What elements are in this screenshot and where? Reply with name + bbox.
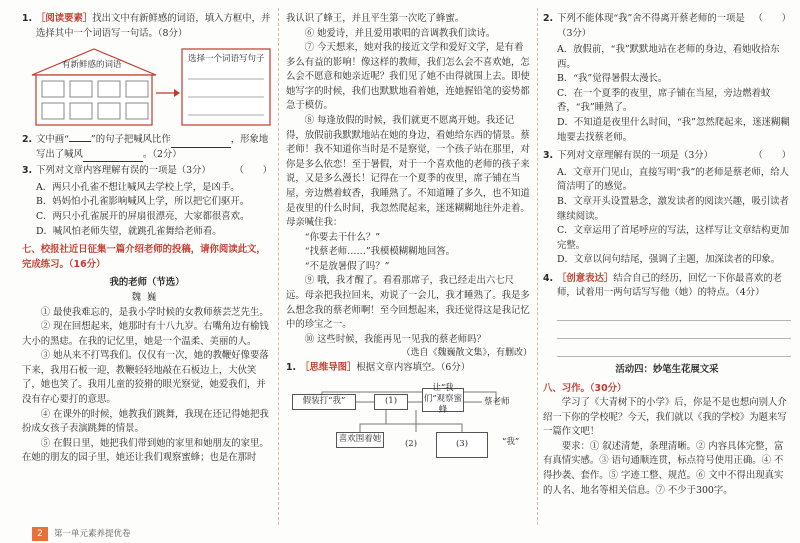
passage-paragraph: ③ 她从来不打骂我们。仅仅有一次，她的教鞭好像要落下来，我用石板一迎，教鞭轻轻地敲在石板边上，大伙笑了，她也笑了。我用儿童的狡猾的眼光察觉，她爱我们，并没有存心要打的意思。 <box>22 350 269 405</box>
passage-paragraph: ⑧ 每逢放假的时候，我们就更不愿离开她。我还记得，放假前我默默地站在她的身边，看她给东西的情景。蔡老师！我不知道你当时是不是察觉，一个孩子站在那里，对你是多么依恋！至于暑假，对于一个喜欢他的老师的孩子来说，又是多么漫长！记得在一个夏季的夜里，席子铺在当屋，旁边燃着蚊香，我睡熟了。不知道睡了多久，也不知道是夜里的什么时间，我忽然爬起来，迷迷糊糊地往外走着。母亲喊住我： <box>286 115 530 229</box>
mind-map-subject: “我” <box>502 436 520 447</box>
writing-requirements: 要求：① 叙述清楚，条理清晰。② 内容具体完整，富有真情实感。③ 语句通顺连贯，标点符号使用正确。④ 不得抄袭、套作。⑤ 字迹工整、规范。⑥ 文中不得出现真实的人名、地名等相关信息。⑦ 不少于300字。 <box>543 440 784 496</box>
passage-paragraph: ④ 在课外的时候，她教我们跳舞，我现在还记得她把我扮成女孩子表演跳舞的情景。 <box>22 408 269 435</box>
option: C．在一个夏季的夜里，席子铺在当屋，旁边燃着蚊香，“我”睡熟了。 <box>557 87 771 114</box>
answer-bracket[interactable]: （ ） <box>234 165 272 177</box>
passage-title: 我的老师（节选） <box>109 277 185 289</box>
passage-paragraph: ⑦ 今天想来，她对我的接近文学和爱好文学，是有着多么有益的影响！像这样的教师，我们怎么会不喜欢她，怎么会不愿意和她亲近呢？我们见了她不由得就围上去。即使她写字的时候，我们也默默地看着她，连她握铅笔的姿势都急于模仿。 <box>286 42 530 112</box>
passage-paragraph: 我认识了蜂王，并且平生第一次吃了蜂蜜。 <box>286 13 465 24</box>
mind-map-node: 让“我们”观察蜜蜂 <box>423 383 463 416</box>
mindmap-question: 1. ［思维导图］根据文章内容填空。（6分） <box>286 362 471 374</box>
option: D．喊风怕老师失望，就跳孔雀舞给老师看。 <box>36 225 222 237</box>
page-number: 2 <box>32 527 48 541</box>
question-4: 4. ［创意表达］结合自己的经历，回忆一下你最喜欢的老师，试着用一两句话写写他（她）的特点。（4分） <box>543 272 783 299</box>
answer-blank[interactable] <box>83 152 143 162</box>
mind-map-root: 蔡老师 <box>484 396 510 407</box>
page-footer <box>0 525 800 543</box>
question-3b: 3. 下列对文章理解有误的一项是（3分） （ ） <box>543 149 791 164</box>
mind-map-node: 假装打“我” <box>292 394 356 410</box>
mind-map <box>286 380 532 464</box>
option: D．文章以问句结尾，强调了主题，加深读者的印象。 <box>557 254 781 266</box>
mind-map-blank[interactable]: (1) <box>374 394 408 410</box>
answer-line[interactable] <box>557 303 791 321</box>
dialogue-line: “不是放暑假了吗？” <box>304 260 390 272</box>
writing-prompt: 学习了《大青树下的小学》后，你是不是也想向别人介绍一下你的学校呢？今天，我们就以《我的学校》为题来写一篇作文吧！ <box>543 397 787 438</box>
question-2: 2. 文中画“ ”的句子把喊风比作 ，形象地写出了喊风 。（2分） <box>22 133 272 162</box>
passage-paragraph: ① 最使我难忘的，是我小学时候的女教师蔡芸芝先生。 <box>40 306 269 318</box>
option: A．放假前，“我”默默地站在老师的身边，看她收拾东西。 <box>557 44 780 70</box>
answer-line[interactable] <box>557 321 791 339</box>
column-divider <box>278 8 279 525</box>
option: A．两只小孔雀不想让喊风去学校上学，是凶手。 <box>36 181 240 193</box>
answer-bracket[interactable]: （ ） <box>753 13 791 24</box>
house-roof-label: 有新鲜感的词语 <box>62 60 122 71</box>
passage-paragraph: ⑨ 哦，我才醒了。看看那席子，我已经走出六七尺远。母亲把我拉回来，劝说了一会儿，我才睡熟了。我是多么想念我的蔡老师啊！至今回想起来，我还觉得这是我记忆中的珍宝之一。 <box>286 275 530 331</box>
answer-line[interactable] <box>557 339 791 357</box>
passage-paragraph: ② 现在回想起来，她那时有十八九岁。右嘴角边有榆钱大小的黑痣。在我的记忆里，她是一个温柔、美丽的人。 <box>22 321 269 347</box>
column-left <box>22 12 272 466</box>
question-tag: ［思维导图］ <box>300 362 357 374</box>
section-heading: 八、习作。（30分） <box>543 382 627 394</box>
question-3: 3. 下列对文章内容理解有误的一项是（3分） （ ） <box>22 164 272 179</box>
option: B．“我”觉得暑假太漫长。 <box>557 73 668 85</box>
passage-paragraph: ⑥ 她爱诗，并且爱用歌唱的音调教我们读诗。 <box>304 27 496 39</box>
column-middle <box>286 12 532 464</box>
sentence-box-label: 选择一个词语写句子 <box>188 54 265 65</box>
mind-map-node: 喜欢围着她 <box>336 432 384 448</box>
question-1: 1. ［阅读要素］找出文中有新鲜感的词语，填入方框中，并选择其中一个词语写一句话。（8分） <box>22 13 271 39</box>
option: C．文章运用了首尾呼应的写法，这样写让文章结构更加完整。 <box>557 225 790 251</box>
answer-bracket[interactable]: （ ） <box>753 150 791 162</box>
column-divider <box>537 8 538 525</box>
word-house-diagram <box>22 45 272 129</box>
passage-source: （选自《魏巍散文集》，有删改） <box>401 348 532 359</box>
passage-paragraph: ⑩ 这些时候，我能再见一见我的蔡老师吗？ <box>304 333 486 345</box>
question-2b: 2. 下列不能体现“我”舍不得离开蔡老师的一项是（3分） （ ） <box>543 12 791 41</box>
question-tag: ［创意表达］ <box>557 272 614 284</box>
option: A．文章开门见山，直接写明“我”的老师是蔡老师，给人简洁明了的感觉。 <box>557 166 789 193</box>
section-heading: 七、校报社近日征集一篇介绍老师的投稿，请你阅读此文，完成练习。（16分） <box>22 244 266 270</box>
option: D．不知道是夜里什么时间，“我”忽然爬起来，迷迷糊糊地要去找蔡老师。 <box>557 117 790 143</box>
answer-blank[interactable] <box>171 138 231 148</box>
passage-author: 魏巍 <box>131 291 163 303</box>
option: B．文章开头设置悬念，激发读者的阅读兴趣，吸引读者继续阅读。 <box>557 195 789 222</box>
mind-map-blank[interactable]: (3) <box>436 432 488 458</box>
activity-title: 活动四：妙笔生花展文采 <box>615 363 719 375</box>
column-right <box>543 12 791 498</box>
option: B．妈妈怕小孔雀影响喊风上学，所以把它们驱开。 <box>36 196 250 208</box>
mind-map-blank[interactable]: (2) <box>404 439 418 450</box>
dialogue-line: “找蔡老师……”我模模糊糊地回答。 <box>304 246 456 258</box>
question-tag: ［阅读要素］ <box>36 13 93 24</box>
dialogue-line: “你要去干什么？” <box>304 231 381 243</box>
footer-text: 第一单元素养提优卷 <box>54 528 131 539</box>
passage-paragraph: ⑤ 在假日里，她把我们带到她的家里和她朋友的家里。在她的朋友的园子里，她还让我们观察蜜蜂；也是在那时 <box>22 437 269 464</box>
option: C．两只小孔雀展开的屏扇很漂亮，大家都很喜欢。 <box>36 211 250 223</box>
